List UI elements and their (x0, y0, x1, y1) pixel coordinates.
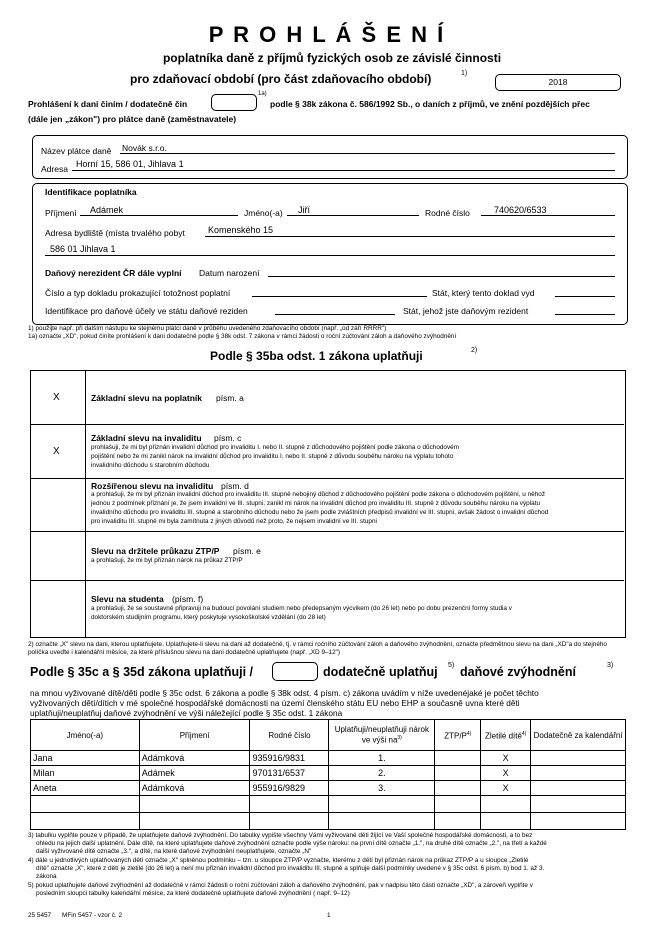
disability-credit-title: Základní slevu na invaliditu (91, 433, 202, 443)
employer-name-line (120, 153, 615, 154)
residence-label: Adresa bydliště (místa trvalého pobyt (45, 228, 185, 238)
section-35c-mark-field[interactable] (272, 662, 318, 681)
ztpp-credit-title: Slevu na držitele průkazu ZTP/P (91, 546, 220, 556)
declaration-footnote: 1a) (258, 91, 267, 97)
col-firstname: Jméno(-a) (31, 720, 140, 751)
footnote-4-c: zákona (36, 873, 57, 880)
children-table (30, 719, 626, 830)
disability-credit-desc-1: prohlašuji, že mi byl přiznán invalidní důchod pro invaliditu I. nebo II. stupně z důchodového pojištění podle zákona o důchodovém (91, 444, 460, 451)
birthno-line (481, 215, 615, 216)
child-adult[interactable]: X (481, 781, 531, 796)
surname-line (80, 215, 238, 216)
child-ztpp[interactable] (435, 751, 481, 766)
taxid-label: Identifikace pro daňové účely ve státu daňové reziden (45, 306, 248, 316)
footnote-5-a: 5) pokud uplatňujete daňové zvýhodnění až dodatečně v rámci žádosti o roční zúčtování záloh a daňového zvýhodnění, pak v nadpisu těto části označte „XD", a zároveň vyplňte v (28, 882, 533, 889)
extended-disability-desc-2: jednou z podmínek přiznání je, že jsem invalidní ve III. stupni, zanikl mi nárok na invalidní důchod pro invaliditu III. stupně z důvodu souběhu nároku na výplatu (91, 500, 541, 507)
table-row (31, 813, 626, 830)
child-extra[interactable] (531, 796, 626, 813)
basic-credit-letter: písm. a (216, 393, 244, 403)
footnote-3-b: ohledu na jejich další uplatnění. Dále dítě, na které uplatňujete daňové zvýhodnění označte podle výše nároku: na první dítě označte „1.", na druhé dítě označte „2.", na třetí a každé (36, 840, 547, 847)
col-birthno: Rodné číslo (250, 720, 329, 751)
employer-address-line (72, 170, 615, 171)
section-35ba-title: Podle § 35ba odst. 1 zákona uplatňuji (210, 349, 423, 363)
employer-name-label: Název plátce daně (41, 146, 112, 156)
tax-year-field[interactable]: 2018 (495, 74, 621, 91)
child-extra[interactable] (531, 813, 626, 830)
form-title: P R O H L Á Š E N Í (208, 22, 446, 47)
student-credit-title: Slevu na studenta (91, 594, 164, 604)
child-ztpp[interactable] (435, 781, 481, 796)
table-row (31, 766, 626, 781)
section-35ba-footnote: 2) (471, 347, 478, 354)
employer-address-label: Adresa (41, 164, 68, 174)
employer-section (32, 135, 628, 179)
child-surname[interactable] (139, 813, 250, 830)
child-birthno[interactable]: 970131/6537 (250, 766, 329, 781)
child-surname[interactable]: Adámková (139, 781, 250, 796)
employer-name-value[interactable]: Novák s.r.o. (122, 143, 167, 153)
col-extra: Dodatečně za kalendářní (531, 720, 626, 751)
tax-period-footnote: 1) (461, 70, 468, 77)
tax-period-label: pro zdaňovací období (pro část zdaňovacího období) (130, 72, 432, 86)
child-ztpp[interactable] (435, 766, 481, 781)
disability-credit-desc-3: invalidního důchodu s starobním důchodu (91, 462, 210, 468)
col-ztpp: ZTP/$P^{4)}$ (435, 720, 481, 751)
child-extra[interactable] (531, 766, 626, 781)
extended-disability-desc-1: a prohlašuji, že mi byl přiznán invalidní důchod pro invaliditu III. stupně nebojiný důchod z důchodového pojištění podle zákona o důchodovém pojištění, u něhož (91, 491, 546, 498)
firstname-value[interactable]: Jiří (298, 205, 310, 215)
iddoc-state-label: Stát, který tento doklad vyd (432, 288, 535, 298)
child-firstname[interactable]: Jana (31, 751, 140, 766)
birthno-value[interactable]: 740620/6533 (494, 205, 547, 215)
child-extra[interactable] (531, 781, 626, 796)
footnote-3-c: další vyživované dítě označte „3.", a dítě, na které daňové zvýhodnění neuplatňujete, označte „N" (36, 848, 312, 855)
child-adult[interactable]: X (481, 751, 531, 766)
ztpp-credit-desc: a prohlašuji, že mi byl přiznán nárok na průkaz ZTP/P (91, 557, 243, 564)
birthdate-label: Datum narození (199, 268, 260, 278)
birthdate-line (268, 276, 615, 277)
child-firstname[interactable]: Milan (31, 766, 140, 781)
section-35c-para-1: na mnou vyživované dítě/děti podle § 35c odst. 6 zákona a podle § 38k odst. 4 písm. c) zákona uvádím v níže uvedenéjaké je počet těchto (30, 688, 539, 698)
declaration-prefix: Prohlášení k dani činím / dodatečně čin (28, 99, 188, 109)
student-credit-desc-2: doktorském studijním programu, který poskytuje vysokoškolské vzdělání (do 28 let) (91, 614, 326, 621)
declaration-line2: (dále jen „zákon") pro plátce daně (zaměstnavatele) (28, 114, 237, 124)
table-row (31, 781, 626, 796)
table-row (31, 751, 626, 766)
section-35c-para-3: uplatňuji/neuplatňuj daňové zvýhodnění ve výši náležející podle § 35c odst. 1 zákona (30, 708, 343, 718)
firstname-label: Jméno(-a) (244, 208, 283, 218)
disability-credit-desc-2: pojištění nebo že mi zanikl nárok na invalidní důchod pro invaliditu I. nebo II. stupně z důvodu souběhu nároku na výplatu tohoto (91, 453, 454, 460)
extended-disability-letter: písm. d (221, 481, 249, 491)
taxpayer-section-title: Identifikace poplatníka (45, 187, 137, 197)
child-birthno[interactable]: 935916/9831 (250, 751, 329, 766)
child-ztpp[interactable] (435, 813, 481, 830)
disability-credit-letter: písm. c (214, 433, 242, 443)
child-adult[interactable]: X (481, 766, 531, 781)
child-adult[interactable] (481, 813, 531, 830)
residence-value[interactable]: Komenského 15 (208, 225, 274, 235)
child-extra[interactable] (531, 751, 626, 766)
iddoc-state-line (555, 296, 615, 297)
child-birthno[interactable] (250, 796, 329, 813)
residence-line-2 (45, 255, 615, 256)
section-35c-title: Podle § 35c a § 35d zákona uplatňuji / (30, 665, 253, 679)
basic-credit-title: Základní slevu na poplatník (91, 393, 202, 403)
footnote-4-b: dítě" označte „X", které z dětí je zletilé (do 26 let) a není mu přiznán invalidní důchod pro invaliditu III. stupně a splňuje další podmínky uvedené v § 35c odst. 6 písm. b) bod 1. až 3. (36, 865, 545, 872)
section-35c-footnote-5: 5) (448, 662, 455, 669)
student-credit-desc-1: a prohlašuji, že se soustavně připravuji na budoucí povolání studiem nebo předepsaným výcvikem (do 26 let) nebo po dobu prezenční formy studia v (91, 605, 512, 612)
extended-disability-title: Rozšířenou slevu na invaliditu (91, 481, 214, 491)
child-order[interactable] (329, 813, 435, 830)
residence-line (205, 236, 615, 237)
iddoc-label: Číslo a typ dokladu prokazující totožnost poplatní (45, 288, 231, 298)
footnote-1a: 1a) označte „XD", pokud činíte prohlášení k dani dodatečně podle § 38k odst. 7 zákona v rámci žádosti o roční zúčtování záloh a daňového zvýhodnění (28, 333, 457, 340)
child-surname[interactable] (139, 796, 250, 813)
page-number: 1 (327, 912, 331, 919)
nonresident-label: Daňový nerezident ČR dále vyplní (45, 268, 182, 278)
footnote-4-a: 4) dále u jednotlivých uplatňovaných dětí označte „X" splněnou podmínku – tzn. u sloupce ZTP/P vyznačte, kterému z dětí byl přiznán nárok na průkaz ZTP/P a u sloupce „Zletilé (28, 857, 529, 864)
child-birthno[interactable]: 955916/9829 (250, 781, 329, 796)
extended-disability-desc-4: pro invaliditu III. stupně mi byla zamítnuta z jiných důvodů než proto, že nejsem invalidní ve III. stupni (91, 518, 377, 525)
section-35c-title-2: dodatečně uplatňuj (323, 665, 438, 679)
taxid-state-line (555, 314, 615, 315)
child-order[interactable]: 1. (329, 751, 435, 766)
child-birthno[interactable] (250, 813, 329, 830)
basic-credit-mark[interactable]: X (53, 392, 60, 403)
child-firstname[interactable] (31, 813, 140, 830)
child-order[interactable]: 3. (329, 781, 435, 796)
child-ztpp[interactable] (435, 796, 481, 813)
table-row (31, 796, 626, 813)
extended-disability-desc-3: invalidního důchodu pro invaliditu III. stupně a starobního důchodu nebo že jsem podle zvláštních předpisů invalidní ve III. stupni, avšak žádost o invalidní důchod (91, 509, 549, 516)
section-35c-title-3: daňové zvýhodnění (460, 665, 576, 679)
taxid-state-label: Stát, jehož jste daňovým rezident (403, 306, 529, 316)
birthno-label: Rodné číslo (425, 208, 470, 218)
col-adult: Zletilé dítě$^{4)}$ (481, 720, 531, 751)
residence-value-2[interactable]: 586 01 Jihlava 1 (50, 244, 116, 254)
child-surname[interactable]: Adámek (139, 766, 250, 781)
child-order[interactable]: 2. (329, 766, 435, 781)
declaration-suffix: podle § 38k zákona č. 586/1992 Sb., o daních z příjmů, ve znění pozdějších přec (270, 99, 590, 109)
surname-label: Příjmení (45, 208, 77, 218)
footnote-5-b: posledním sloupci tabulky kalendářní měsíce, za které dodatečně uplatňujete daňové zvýhodnění ( např. 9–12) (36, 890, 350, 897)
footnote-1: 1) použijte např. při dalším nástupu ke stejnému plátci daně v průběhu uvedeného zdaňovacího období (např. „od září RRRR") (28, 325, 387, 332)
child-firstname[interactable] (31, 796, 140, 813)
col-claim: Uplatňuji/neuplatňuji nárok ve výši $na^{3)}$ (329, 720, 435, 751)
declaration-type-field[interactable] (211, 94, 257, 111)
child-adult[interactable] (481, 796, 531, 813)
child-surname[interactable]: Adámková (139, 751, 250, 766)
form-version: MFin 5457 - vzor č. 2 (62, 912, 123, 919)
footnote-3-a: 3) tabulku vyplňte pouze v případě, že uplatňujete daňové zvýhodnění. Do tabulky vypište všechny Vámi vyživované děti žijící ve Vaší společné hospodářské domácnosti, a to bez (28, 832, 533, 839)
surname-value[interactable]: Adámek (90, 205, 124, 215)
taxid-line (275, 314, 395, 315)
disability-credit-mark[interactable]: X (53, 446, 60, 457)
iddoc-line (252, 296, 427, 297)
form-subtitle: poplatníka daně z příjmů fyzických osob ze závislé činnosti (162, 51, 502, 65)
firstname-line (287, 215, 419, 216)
col-surname: Příjmení (139, 720, 250, 751)
section-35ba-divider (85, 370, 86, 637)
student-credit-letter: (písm. f) (172, 594, 204, 604)
ztpp-credit-letter: písm. e (233, 546, 261, 556)
footnote-2: 2) označte „X" slevu na dani, kterou uplatňujete. Uplatňujete-li slevu na dani až dodatečně, tj. v rámci ročního zúčtování záloh a daňového zvýhodnění, označte předmětnou slevu na dani „XD"a do stejného políčka uveďte i kalendářní měsíce, za které příslušnou slevu na dani dodatečně uplatňujete (např. „XD 9–12") (28, 641, 607, 656)
section-35c-footnote-3: 3) (607, 662, 614, 669)
child-firstname[interactable]: Aneta (31, 781, 140, 796)
child-order[interactable] (329, 796, 435, 813)
section-35c-para-2: vyživovaných dětí/dítich v mé společné hospodářské domácnosti na území členského státu EU nebo EHP a současně uvna které děti (30, 698, 520, 708)
form-code: 25 5457 (28, 912, 52, 919)
employer-address-value[interactable]: Horní 15, 586 01, Jihlava 1 (76, 159, 184, 169)
